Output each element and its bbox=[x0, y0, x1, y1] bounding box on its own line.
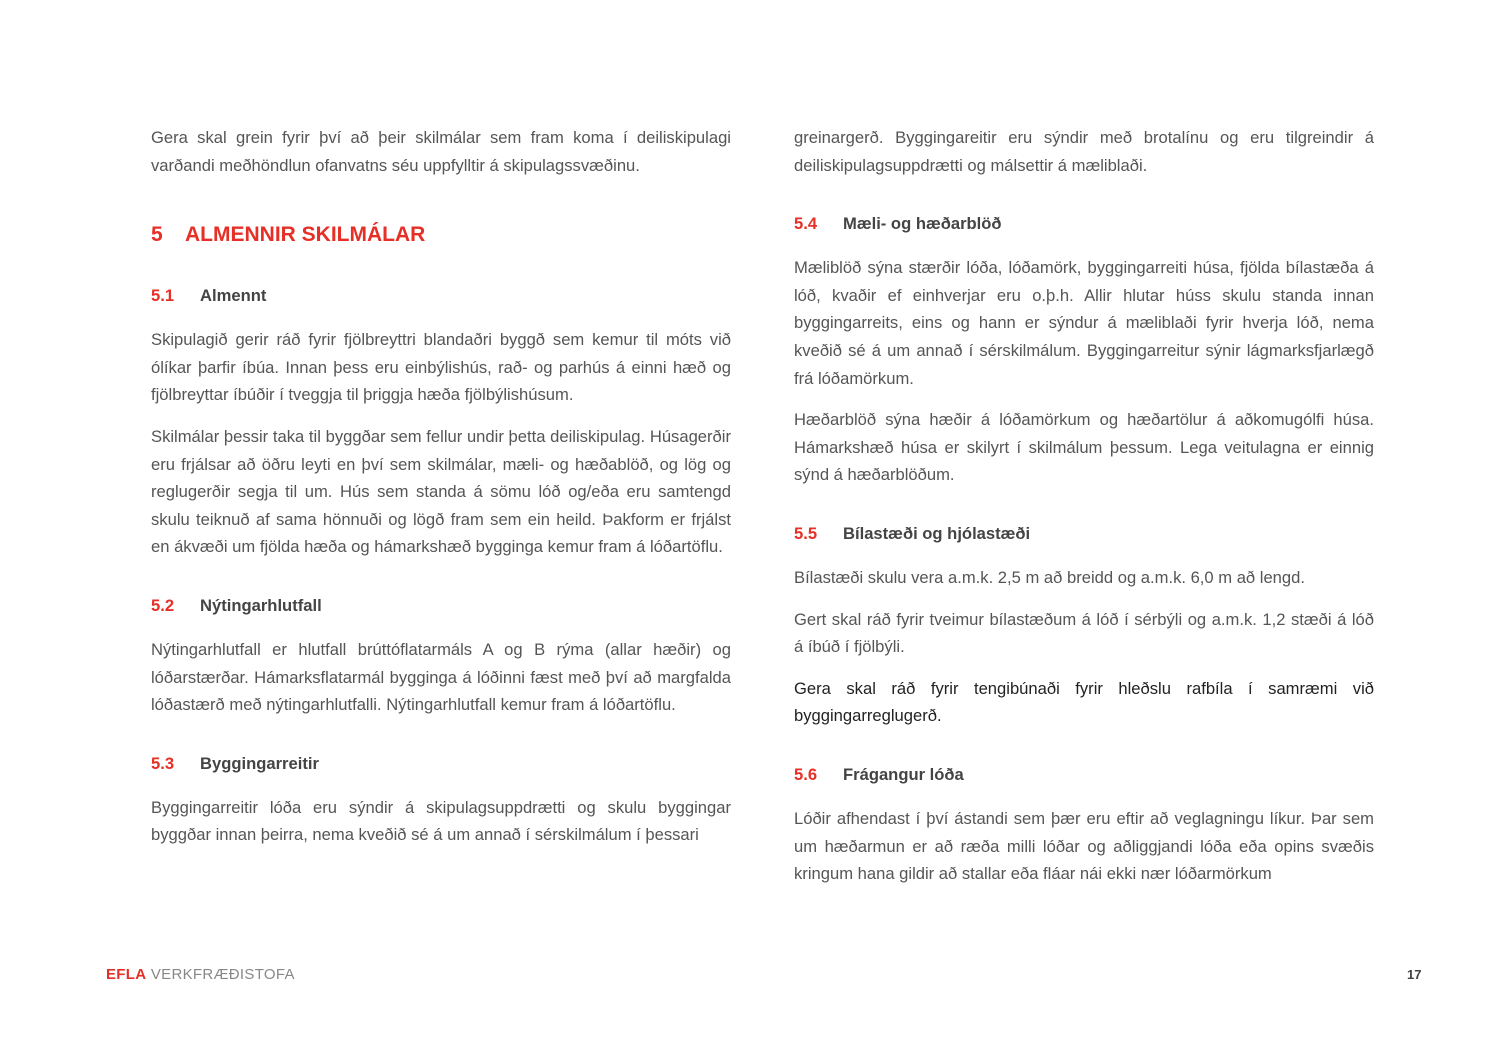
section-title: Almennt bbox=[200, 286, 267, 306]
chapter-number: 5 bbox=[151, 223, 163, 247]
left-column bbox=[151, 124, 731, 863]
section-heading-5-3 bbox=[151, 751, 731, 777]
section-number: 5.1 bbox=[151, 286, 175, 306]
section-number: 5.5 bbox=[794, 523, 818, 543]
paragraph: Gert skal ráð fyrir tveimur bílastæðum á lóð í sérbýli og a.m.k. 1,2 stæði á lóð á íbúð í fjölbýli. bbox=[794, 609, 1374, 657]
right-column bbox=[794, 124, 1374, 902]
section-heading-5-5 bbox=[794, 521, 1374, 547]
paragraph: Skipulagið gerir ráð fyrir fjölbreyttri blandaðri byggð sem kemur til móts við ólíkar þarfir íbúa. Innan þess eru einbýlishús, rað- og parhús á einni hæð og fjölbreyttar íbúðir í tveggja til þriggja hæða fjölbýlishúsum. bbox=[151, 330, 731, 405]
section-heading-5-2 bbox=[151, 593, 731, 619]
section-title: Bílastæði og hjólastæði bbox=[843, 523, 1031, 543]
section-title: Byggingarreitir bbox=[200, 753, 319, 773]
paragraph: Gera skal ráð fyrir tengibúnaði fyrir hleðslu rafbíla í samræmi við byggingarreglugerð. bbox=[794, 678, 1374, 726]
paragraph: Byggingarreitir lóða eru sýndir á skipulagsuppdrætti og skulu byggingar byggðar innan þeirra, nema kveðið sé á um annað í sérskilmálum í þessari bbox=[151, 797, 731, 845]
paragraph: Nýtingarhlutfall er hlutfall brúttóflatarmáls A og B rýma (allar hæðir) og lóðarstærðar. Hámarksflatarmál bygginga á lóðinni fæst með því að margfalda lóðastærð með nýtingarhlutfalli. Nýtingarhlutfall kemur fram á lóðartöflu. bbox=[151, 639, 731, 715]
section-number: 5.3 bbox=[151, 753, 175, 773]
section-number: 5.2 bbox=[151, 595, 175, 615]
chapter-heading bbox=[151, 219, 731, 251]
chapter-title: ALMENNIR SKILMÁLAR bbox=[185, 223, 426, 247]
intro-paragraph: Gera skal grein fyrir því að þeir skilmálar sem fram koma í deiliskipulagi varðandi meðhöndlun ofanvatns séu uppfylltir á skipulagssvæðinu. bbox=[151, 128, 731, 175]
section-title: Nýtingarhlutfall bbox=[200, 595, 322, 615]
paragraph: Mæliblöð sýna stærðir lóða, lóðamörk, byggingarreiti húsa, fjölda bílastæða á lóð, kvaðir ef einhverjar eru o.þ.h. Allir hlutar húss skulu standa innan byggingarreits, eins og hann er sýndur á mæliblaði fyrir hverja lóð, nema kveðið sé á um annað í sérskilmálum. Byggingarreitur sýnir lágmarksfjarlægð frá lóðamörkum. bbox=[794, 258, 1374, 388]
paragraph: Skilmálar þessir taka til byggðar sem fellur undir þetta deiliskipulag. Húsagerðir eru frjálsar að öðru leyti en því sem skilmálar, mæli- og hæðablöð, og lög og reglugerðir segja til um. Hús sem standa á sömu lóð og/eða eru samtengd skulu teiknuð af sama hönnuði og lögð fram sem ein heild. Þakform er frjálst en ákvæði um fjölda hæða og hámarkshæð bygginga kemur fram á lóðartöflu. bbox=[151, 426, 731, 557]
brand-name: EFLA bbox=[106, 966, 147, 983]
paragraph: Lóðir afhendast í því ástandi sem þær eru eftir að veglagningu líkur. Þar sem um hæðarmun er að ræða milli lóðar og aðliggjandi lóða eða opins svæðis kringum hana gildir að stallar eða fláar nái ekki nær lóðarmörkum bbox=[794, 808, 1374, 884]
section-heading-5-1 bbox=[151, 283, 731, 309]
paragraph: Bílastæði skulu vera a.m.k. 2,5 m að breidd og a.m.k. 6,0 m að lengd. bbox=[794, 567, 1305, 587]
brand-subtitle: VERKFRÆÐISTOFA bbox=[146, 966, 295, 983]
section-heading-5-6 bbox=[794, 762, 1374, 788]
continued-paragraph: greinargerð. Byggingareitir eru sýndir með brotalínu og eru tilgreindir á deiliskipulagsuppdrætti og málsettir á mæliblaði. bbox=[794, 128, 1374, 175]
section-number: 5.4 bbox=[794, 214, 818, 234]
page-number: 17 bbox=[1407, 967, 1422, 982]
section-title: Frágangur lóða bbox=[843, 764, 964, 784]
footer-brand-logo bbox=[106, 966, 295, 983]
paragraph: Hæðarblöð sýna hæðir á lóðamörkum og hæðartölur á aðkomugólfi húsa. Hámarkshæð húsa er skilyrt í skilmálum þessum. Lega veitulagna er einnig sýnd á hæðarblöðum. bbox=[794, 410, 1374, 485]
section-heading-5-4 bbox=[794, 211, 1374, 237]
section-number: 5.6 bbox=[794, 764, 818, 784]
section-title: Mæli- og hæðarblöð bbox=[843, 214, 1002, 234]
